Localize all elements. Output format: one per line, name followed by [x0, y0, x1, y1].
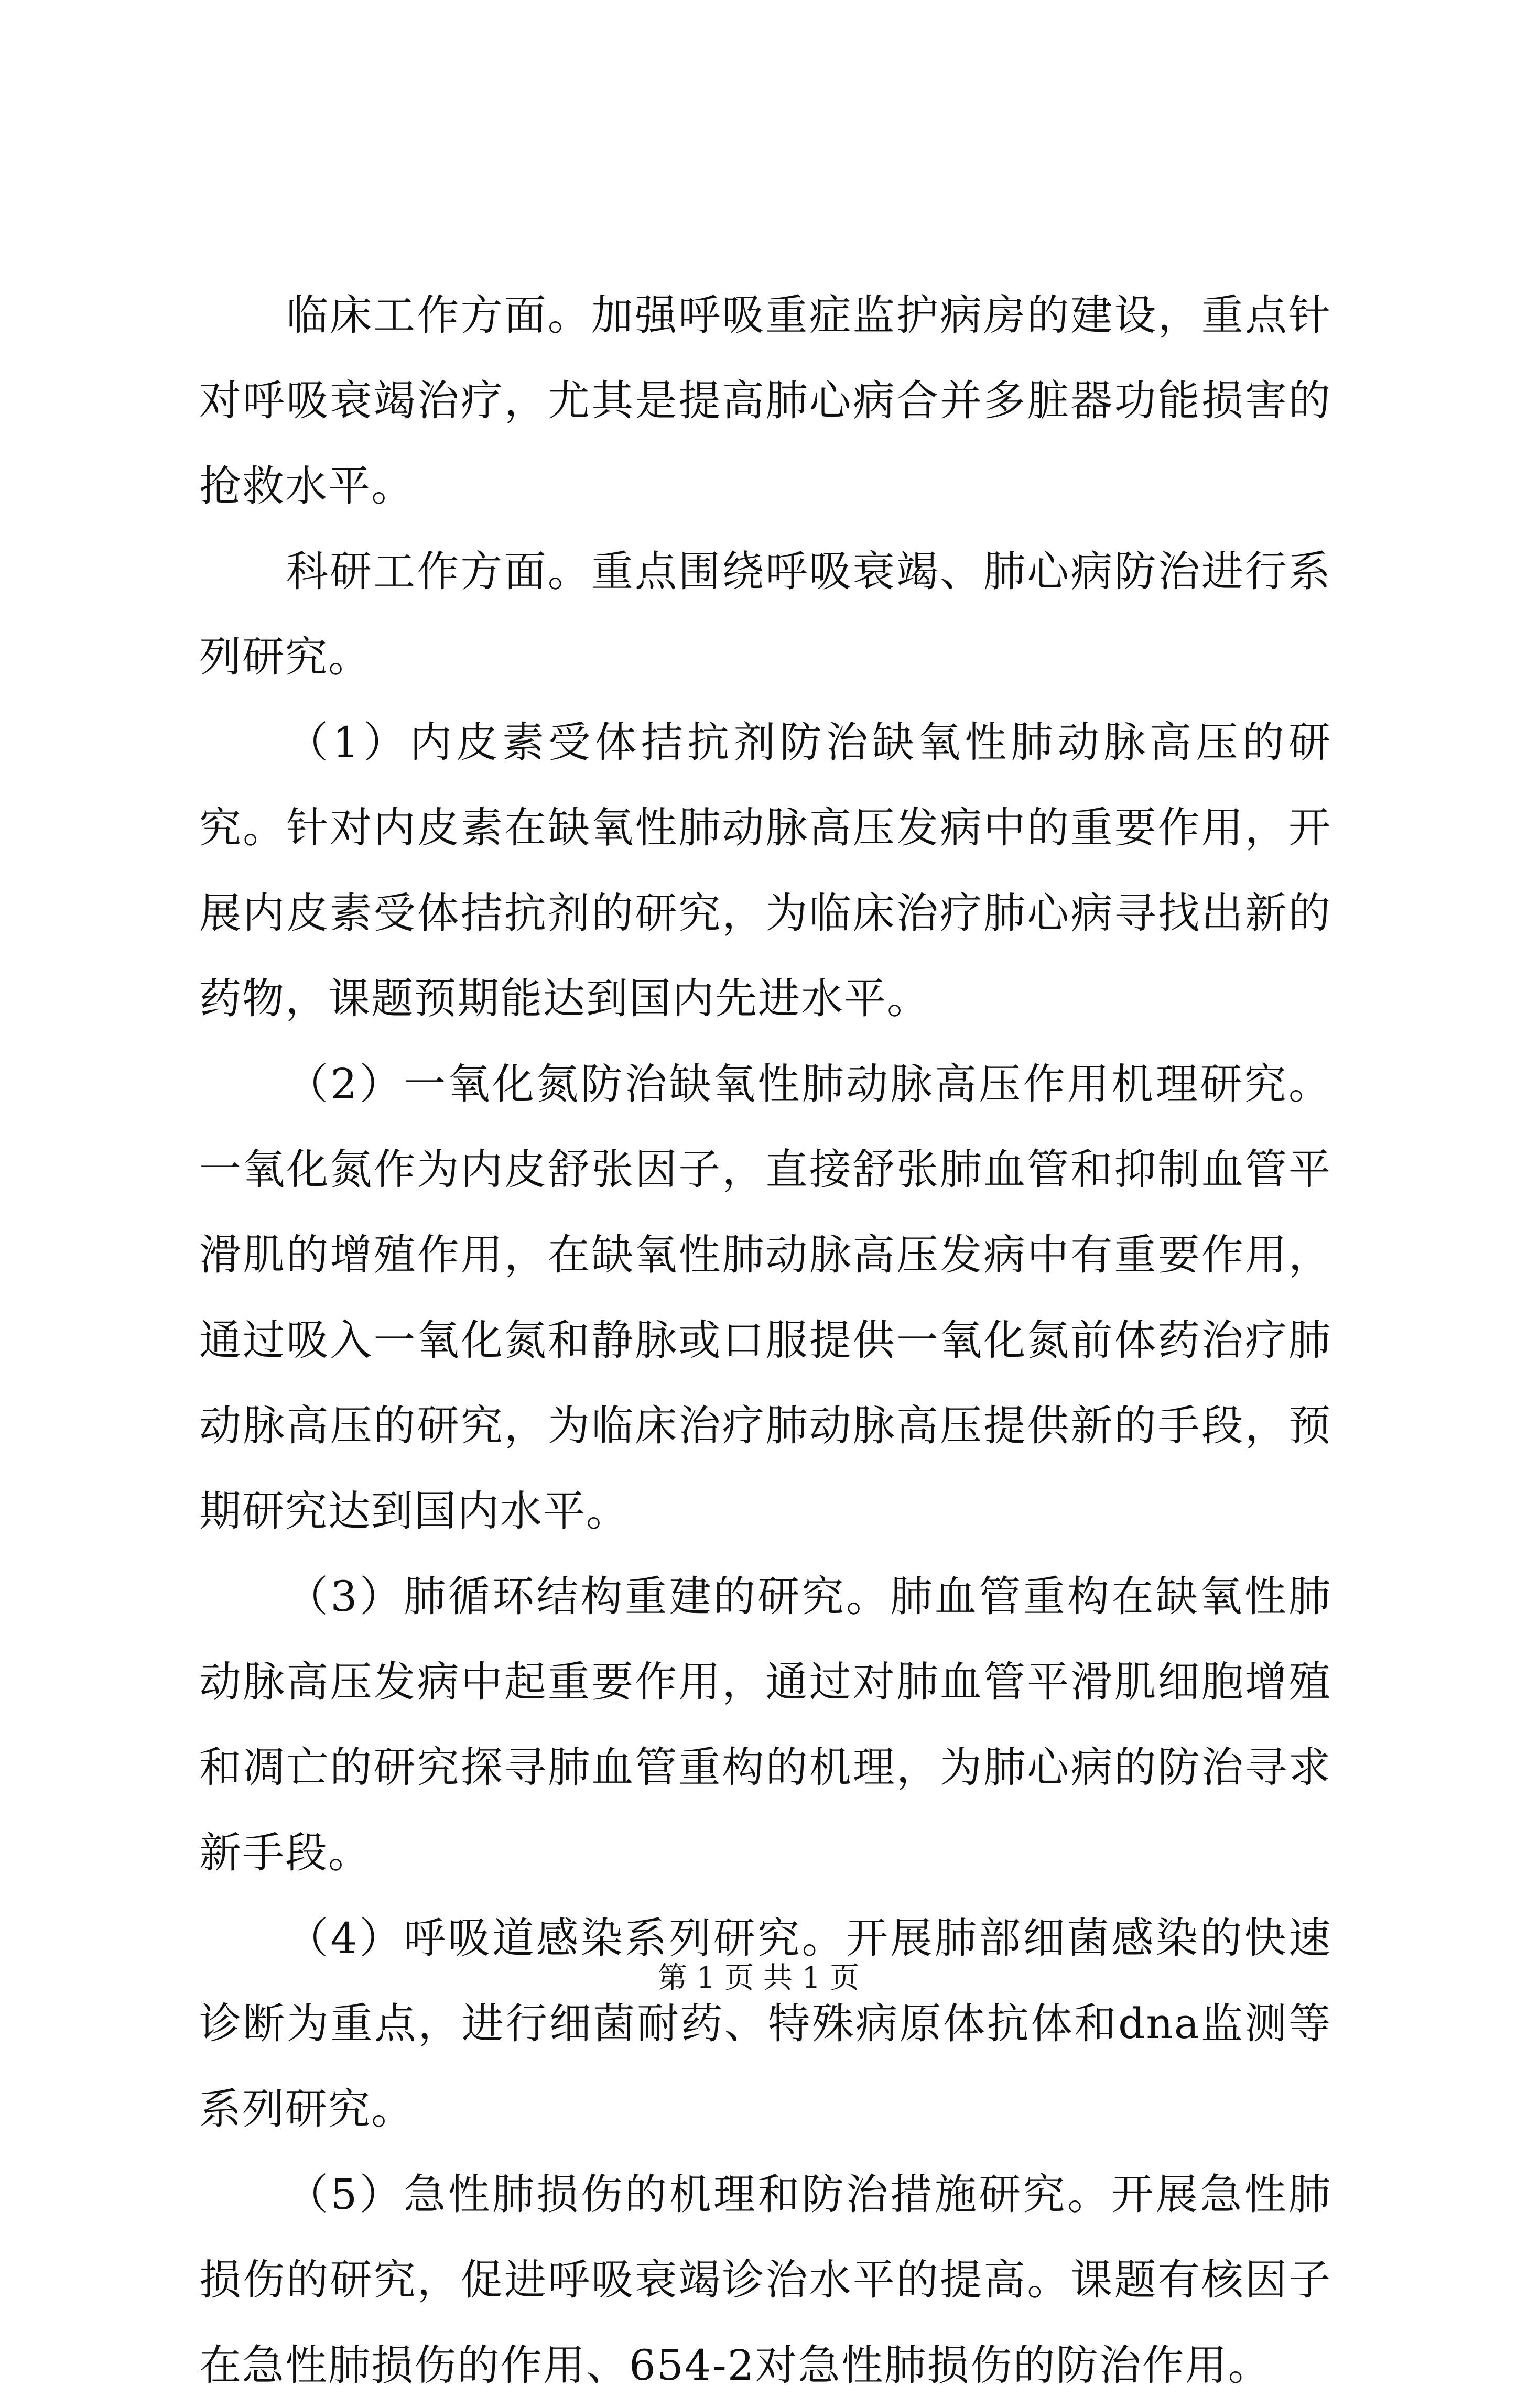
document-body — [199, 273, 1331, 2408]
paragraph-research-work: 科研工作方面。重点围绕呼吸衰竭、肺心病防治进行系列研究。 — [199, 547, 1331, 681]
paragraph-item-3: （3）肺循环结构重建的研究。肺血管重构在缺氧性肺动脉高压发病中起重要作用，通过对肺血管平滑肌细胞增殖和凋亡的研究探寻肺血管重构的机理，为肺心病的防治寻求新手段。 — [199, 1572, 1331, 1877]
paragraph-item-1: （1）内皮素受体拮抗剂防治缺氧性肺动脉高压的研究。针对内皮素在缺氧性肺动脉高压发病中的重要作用，开展内皮素受体拮抗剂的研究，为临床治疗肺心病寻找出新的药物，课题预期能达到国内先进水平。 — [199, 718, 1331, 1023]
page-number-footer: 第 1 页 共 1 页 — [657, 1961, 860, 1995]
paragraph-item-4: （4）呼吸道感染系列研究。开展肺部细菌感染的快速诊断为重点，进行细菌耐药、特殊病原体抗体和dna监测等系列研究。 — [199, 1914, 1331, 2133]
paragraph-item-5: （5）急性肺损伤的机理和防治措施研究。开展急性肺损伤的研究，促进呼吸衰竭诊治水平的提高。课题有核因子在急性肺损伤的作用、654-2对急性肺损伤的防治作用。 — [199, 2170, 1331, 2390]
paragraph-clinical-work: 临床工作方面。加强呼吸重症监护病房的建设，重点针对呼吸衰竭治疗，尤其是提高肺心病合并多脏器功能损害的抢救水平。 — [199, 291, 1331, 510]
paragraph-item-2: （2）一氧化氮防治缺氧性肺动脉高压作用机理研究。一氧化氮作为内皮舒张因子，直接舒张肺血管和抑制血管平滑肌的增殖作用，在缺氧性肺动脉高压发病中有重要作用，通过吸入一氧化氮和静脉或口服提供一氧化氮前体药治疗肺动脉高压的研究，为临床治疗肺动脉高压提供新的手段，预期研究达到国内水平。 — [199, 1060, 1331, 1535]
